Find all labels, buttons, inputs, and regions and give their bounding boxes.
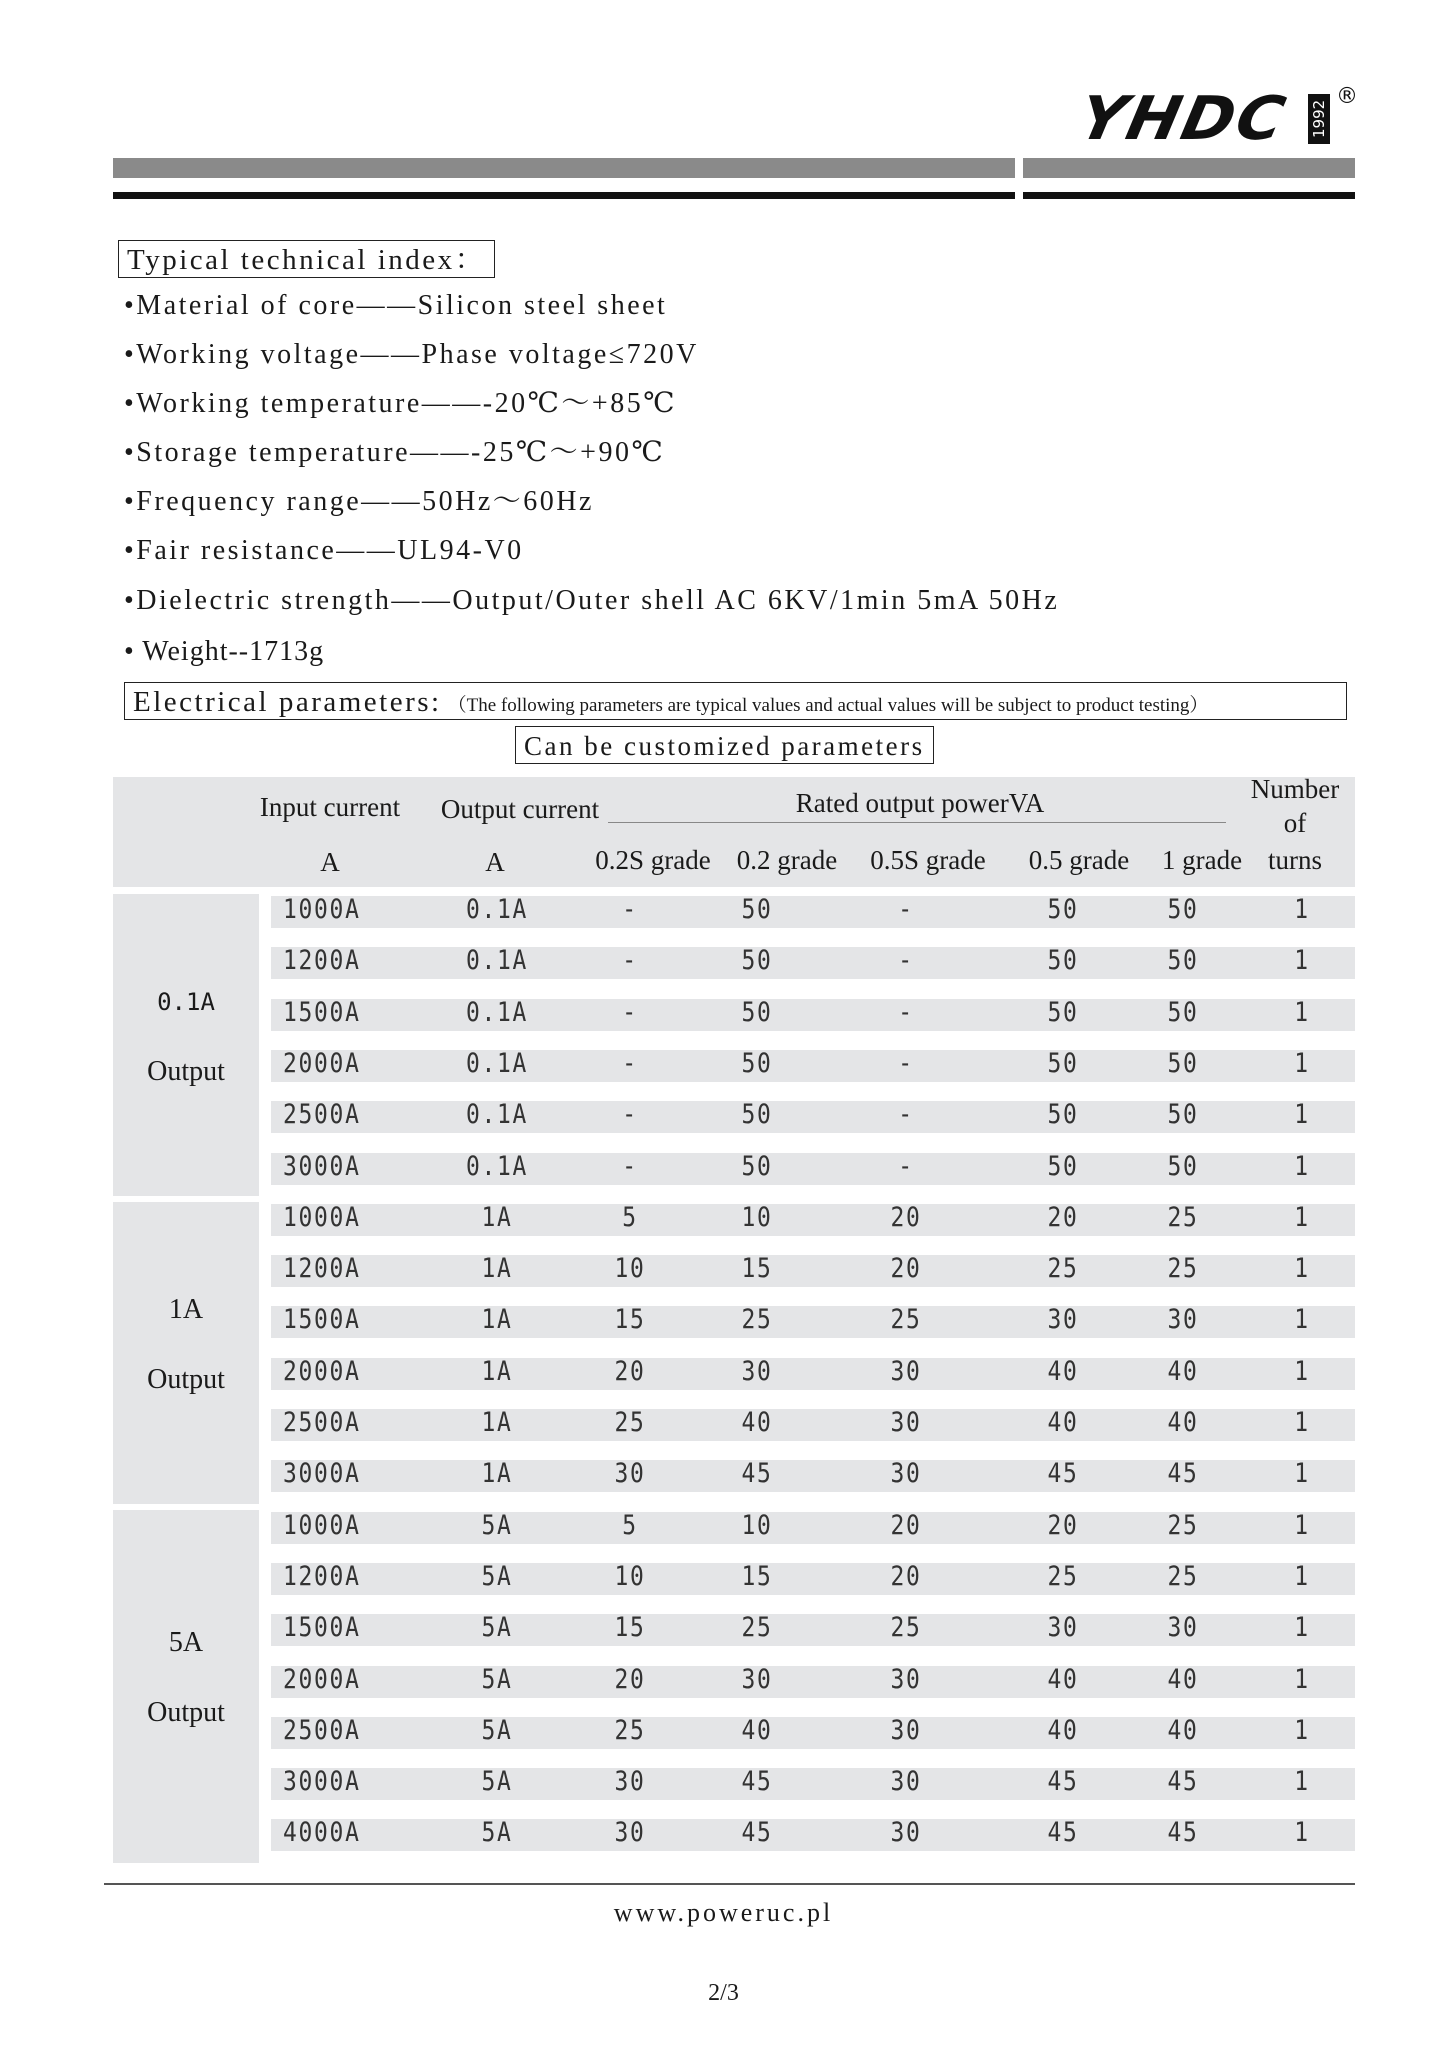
table-cell: 45	[1047, 1817, 1079, 1849]
header-grade-0-2: 0.2 grade	[736, 845, 838, 875]
table-cell: 1	[1294, 945, 1310, 977]
table-cell: 45	[1047, 1458, 1079, 1490]
header-turns-3: turns	[1268, 845, 1322, 875]
footer-rule	[104, 1883, 1355, 1885]
table-cell: 3000A	[283, 1458, 361, 1490]
table-cell: 40	[1167, 1355, 1199, 1387]
table-cell: 0.1A	[465, 996, 529, 1028]
spec-working-temp: •Working temperature——-20℃～+85℃	[124, 388, 678, 419]
header-output-current: Output current	[440, 794, 600, 824]
table-cell: 20	[890, 1201, 922, 1233]
table-cell: 45	[1047, 1766, 1079, 1798]
table-cell: 1	[1294, 1509, 1310, 1541]
table-cell: 10	[614, 1253, 646, 1285]
table-cell: 1500A	[283, 1304, 361, 1336]
group-cell	[113, 1510, 259, 1863]
table-cell: 1500A	[283, 1612, 361, 1644]
table-cell: 1	[1294, 1817, 1310, 1849]
table-cell: 25	[614, 1407, 646, 1438]
table-cell: 30	[890, 1355, 922, 1387]
table-cell: 50	[741, 1150, 773, 1182]
group-label-output: Output	[147, 1055, 225, 1087]
table-cell: 15	[614, 1304, 646, 1336]
table-cell: 1A	[481, 1458, 513, 1490]
table-cell: 20	[1047, 1509, 1079, 1541]
table-cell: 50	[741, 945, 773, 977]
table-cell: 40	[1047, 1355, 1079, 1387]
table-cell: -	[622, 1150, 638, 1182]
table-cell: -	[898, 945, 914, 977]
table-cell: 15	[741, 1560, 773, 1592]
table-cell: 20	[890, 1509, 922, 1541]
table-cell: 1	[1294, 996, 1310, 1028]
table-cell: 45	[1167, 1458, 1199, 1490]
table-cell: -	[622, 945, 638, 977]
table-cell: 40	[1047, 1407, 1079, 1438]
table-cell: 1	[1294, 1253, 1310, 1285]
group-label-output: Output	[147, 1697, 225, 1729]
header-turns-1: Number	[1250, 774, 1340, 804]
table-cell: 5A	[481, 1714, 513, 1746]
table-cell: 30	[1047, 1304, 1079, 1336]
table-cell: 5A	[481, 1766, 513, 1798]
table-cell: 50	[1167, 1099, 1199, 1131]
table-cell: 50	[1167, 1150, 1199, 1182]
table-cell: -	[898, 996, 914, 1028]
table-cell: 45	[741, 1766, 773, 1798]
table-cell: 25	[1167, 1201, 1199, 1233]
electrical-title-text: Electrical parameters:	[133, 686, 442, 718]
table-cell: 40	[1167, 1714, 1199, 1746]
header-rated-rule	[608, 822, 1226, 823]
group-cell	[113, 1202, 259, 1504]
table-cell: 1200A	[283, 1560, 361, 1592]
table-cell: 20	[890, 1253, 922, 1285]
table-cell: 4000A	[283, 1817, 361, 1849]
footer-url: www.poweruc.pl	[613, 1898, 834, 1927]
table-cell: 50	[1167, 1047, 1199, 1079]
table-cell: 5A	[481, 1560, 513, 1592]
table-cell: 1	[1294, 1201, 1310, 1233]
spec-storage-temp: •Storage temperature——-25℃～+90℃	[124, 437, 666, 468]
spec-voltage: •Working voltage——Phase voltage≤720V	[124, 339, 699, 370]
table-cell: 30	[1167, 1612, 1199, 1644]
table-cell: 40	[1047, 1714, 1079, 1746]
table-cell: 30	[890, 1663, 922, 1695]
table-cell: 40	[1167, 1663, 1199, 1695]
table-cell: 30	[741, 1663, 773, 1695]
table-cell: 20	[614, 1355, 646, 1387]
table-cell: 1000A	[283, 1201, 361, 1233]
registered-mark: ®	[1336, 84, 1358, 109]
table-cell: -	[898, 1047, 914, 1079]
table-cell: 50	[741, 1047, 773, 1079]
table-cell: 1	[1294, 894, 1310, 925]
table-cell: 5A	[481, 1509, 513, 1541]
table-cell: 25	[1167, 1509, 1199, 1541]
table-cell: 50	[741, 894, 773, 925]
table-cell: 5A	[481, 1817, 513, 1849]
table-cell: 1	[1294, 1560, 1310, 1592]
header-rated-power: Rated output powerVA	[795, 788, 1045, 818]
group-label-output-current: 5A	[168, 1627, 204, 1659]
brand-logo	[1072, 84, 1358, 154]
table-cell: 25	[741, 1304, 773, 1336]
table-cell: 0.1A	[465, 894, 529, 925]
header-bar-right	[1023, 158, 1355, 178]
electrical-note: （The following parameters are typical values and actual values will be subject to product testing）	[447, 695, 1209, 716]
spec-weight: • Weight--1713g	[124, 636, 325, 667]
header-input-current: Input current	[259, 792, 401, 822]
tech-index-title: Typical technical index：	[118, 240, 495, 278]
header-output-unit: A	[485, 847, 505, 877]
electrical-parameters-title	[124, 682, 1347, 720]
header-rule-right	[1023, 192, 1355, 199]
group-label-output: Output	[147, 1363, 225, 1395]
table-cell: 50	[1047, 945, 1079, 977]
table-cell: 25	[1047, 1560, 1079, 1592]
table-cell: 50	[1047, 1099, 1079, 1131]
table-cell: 20	[1047, 1201, 1079, 1233]
table-cell: 45	[1167, 1817, 1199, 1849]
table-cell: 1	[1294, 1714, 1310, 1746]
table-cell: 2500A	[283, 1407, 361, 1438]
header-grade-0-5s: 0.5S grade	[870, 845, 986, 875]
table-cell: 0.1A	[465, 1047, 529, 1079]
table-cell: 1	[1294, 1407, 1310, 1438]
table-cell: 30	[614, 1817, 646, 1849]
header-grade-1: 1 grade	[1161, 845, 1243, 875]
table-cell: 10	[741, 1201, 773, 1233]
table-cell: 1200A	[283, 1253, 361, 1285]
table-cell: 1	[1294, 1663, 1310, 1695]
table-cell: 30	[614, 1766, 646, 1798]
table-cell: 30	[890, 1458, 922, 1490]
table-cell: 10	[741, 1509, 773, 1541]
table-cell: 1500A	[283, 996, 361, 1028]
table-cell: 50	[1167, 945, 1199, 977]
table-cell: -	[898, 894, 914, 925]
table-cell: 1200A	[283, 945, 361, 977]
header-grade-0-5: 0.5 grade	[1028, 845, 1130, 875]
table-cell: 50	[1047, 1150, 1079, 1182]
table-cell: 25	[890, 1304, 922, 1336]
table-cell: 1A	[481, 1304, 513, 1336]
table-cell: 1	[1294, 1047, 1310, 1079]
table-cell: 20	[614, 1663, 646, 1695]
table-cell: -	[898, 1099, 914, 1131]
table-cell: 2500A	[283, 1714, 361, 1746]
group-label-output-current: 0.1A	[157, 987, 215, 1016]
table-cell: 0.1A	[465, 945, 529, 977]
table-cell: 50	[741, 996, 773, 1028]
table-cell: 40	[741, 1407, 773, 1438]
table-cell: 1	[1294, 1304, 1310, 1336]
table-cell: 30	[890, 1407, 922, 1438]
table-cell: 40	[1047, 1663, 1079, 1695]
table-cell: 3000A	[283, 1150, 361, 1182]
table-cell: 1	[1294, 1612, 1310, 1644]
table-cell: 2000A	[283, 1663, 361, 1695]
table-cell: 45	[741, 1458, 773, 1490]
table-cell: 25	[614, 1714, 646, 1746]
table-cell: 1	[1294, 1099, 1310, 1131]
table-cell: 30	[1047, 1612, 1079, 1644]
table-cell: 25	[741, 1612, 773, 1644]
table-cell: 30	[1167, 1304, 1199, 1336]
table-cell: 1	[1294, 1766, 1310, 1798]
table-cell: 45	[1167, 1766, 1199, 1798]
logo-wordmark: YHDC	[1072, 84, 1293, 154]
page-number: 2/3	[708, 1980, 739, 2006]
table-cell: 20	[890, 1560, 922, 1592]
table-cell: 1A	[481, 1201, 513, 1233]
spec-core: •Material of core——Silicon steel sheet	[124, 290, 668, 321]
table-cell: 1	[1294, 1150, 1310, 1182]
table-cell: 1A	[481, 1407, 513, 1438]
spec-fire-resistance: •Fair resistance——UL94-V0	[124, 535, 524, 566]
group-cell	[113, 894, 259, 1196]
table-cell: 5A	[481, 1612, 513, 1644]
table-cell: 30	[890, 1817, 922, 1849]
table-cell: 25	[890, 1612, 922, 1644]
table-cell: 30	[890, 1714, 922, 1746]
table-cell: 2500A	[283, 1099, 361, 1131]
header-input-unit: A	[320, 847, 340, 877]
table-cell: 30	[890, 1766, 922, 1798]
table-cell: -	[622, 996, 638, 1028]
table-cell: 1A	[481, 1355, 513, 1387]
header-grade-0-2s: 0.2S grade	[595, 845, 711, 875]
table-cell: 1A	[481, 1253, 513, 1285]
logo-year: 1992	[1308, 94, 1330, 144]
table-cell: 1000A	[283, 894, 361, 925]
table-cell: 3000A	[283, 1766, 361, 1798]
table-cell: 50	[1047, 996, 1079, 1028]
table-cell: 25	[1167, 1560, 1199, 1592]
header-bar-left	[113, 158, 1015, 178]
table-cell: 40	[1167, 1407, 1199, 1438]
table-cell: 5A	[481, 1663, 513, 1695]
spec-dielectric: •Dielectric strength——Output/Outer shell AC 6KV/1min 5mA 50Hz	[124, 585, 1060, 616]
customizable-label: Can be customized parameters	[515, 726, 934, 764]
table-cell: 30	[614, 1458, 646, 1490]
table-cell: 1	[1294, 1355, 1310, 1387]
table-cell: 40	[741, 1714, 773, 1746]
table-cell: 2000A	[283, 1355, 361, 1387]
table-cell: 50	[1047, 894, 1079, 925]
group-label-output-current: 1A	[168, 1293, 204, 1325]
table-cell: 50	[1167, 996, 1199, 1028]
table-cell: 10	[614, 1560, 646, 1592]
table-cell: -	[622, 1047, 638, 1079]
table-cell: -	[898, 1150, 914, 1182]
table-cell: 45	[741, 1817, 773, 1849]
table-cell: 25	[1167, 1253, 1199, 1285]
table-cell: 25	[1047, 1253, 1079, 1285]
table-cell: -	[622, 1099, 638, 1131]
spec-frequency: •Frequency range——50Hz～60Hz	[124, 486, 594, 517]
table-cell: 50	[1167, 894, 1199, 925]
table-cell: 0.1A	[465, 1099, 529, 1131]
header-turns-2: of	[1283, 808, 1307, 838]
table-cell: 1	[1294, 1458, 1310, 1490]
table-cell: 30	[741, 1355, 773, 1387]
table-cell: 15	[614, 1612, 646, 1644]
table-cell: 5	[622, 1509, 638, 1541]
table-cell: 50	[741, 1099, 773, 1131]
table-cell: 1000A	[283, 1509, 361, 1541]
table-cell: 15	[741, 1253, 773, 1285]
table-cell: 2000A	[283, 1047, 361, 1079]
table-cell: 5	[622, 1201, 638, 1233]
table-cell: -	[622, 894, 638, 925]
header-rule-left	[113, 192, 1015, 199]
table-cell: 0.1A	[465, 1150, 529, 1182]
table-cell: 50	[1047, 1047, 1079, 1079]
